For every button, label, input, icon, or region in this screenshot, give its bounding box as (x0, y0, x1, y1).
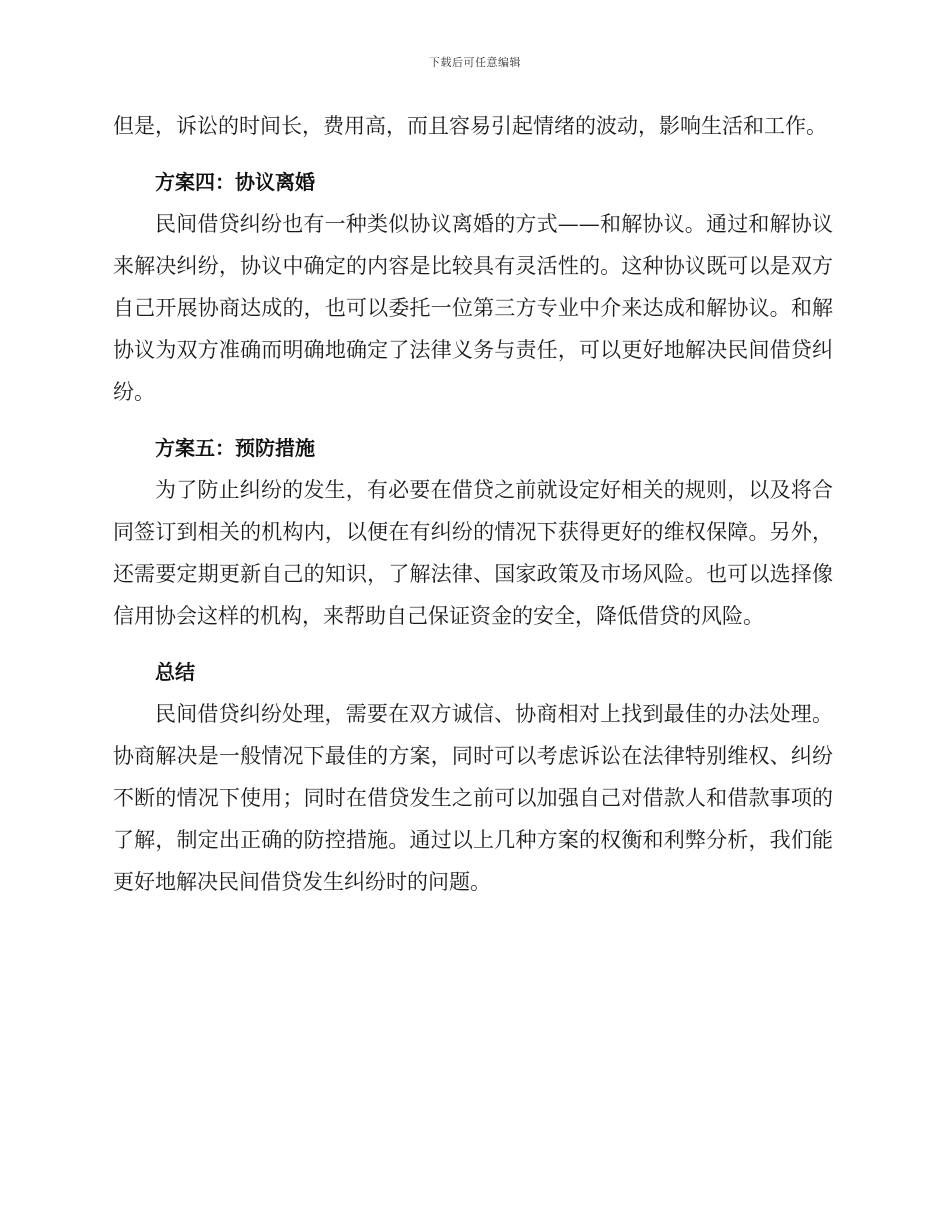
section-heading-plan-five: 方案五：预防措施 (155, 436, 315, 460)
page-header: 下载后可任意编辑 (429, 56, 521, 69)
section-body-plan-five: 为了防止纠纷的发生，有必要在借贷之前就设定好相关的规则，以及将合同签订到相关的机构内，以便在有纠纷的情况下获得更好的维权保障。另外，还需要定期更新自己的知识，了解法律、国家政策及市场风险。也可以选择像信用协会这样的机构，来帮助自己保证资金的安全，降低借贷的风险。 (113, 478, 833, 628)
section-heading-plan-four: 方案四：协议离婚 (155, 170, 315, 194)
section-heading-summary: 总结 (155, 660, 195, 684)
section-body-plan-four: 民间借贷纠纷也有一种类似协议离婚的方式——和解协议。通过和解协议来解决纠纷，协议中确定的内容是比较具有灵活性的。这种协议既可以是双方自己开展协商达成的，也可以委托一位第三方专业中介来达成和解协议。和解协议为双方准确而明确地确定了法律义务与责任，可以更好地解决民间借贷纠纷。 (113, 212, 833, 404)
intro-paragraph: 但是，诉讼的时间长，费用高，而且容易引起情绪的波动，影响生活和工作。 (113, 114, 827, 138)
section-body-summary: 民间借贷纠纷处理，需要在双方诚信、协商相对上找到最佳的办法处理。协商解决是一般情况下最佳的方案，同时可以考虑诉讼在法律特别维权、纠纷不断的情况下使用；同时在借贷发生之前可以加强自己对借款人和借款事项的了解，制定出正确的防控措施。通过以上几种方案的权衡和利弊分析，我们能更好地解决民间借贷发生纠纷时的问题。 (113, 702, 833, 894)
document-body (113, 105, 833, 903)
